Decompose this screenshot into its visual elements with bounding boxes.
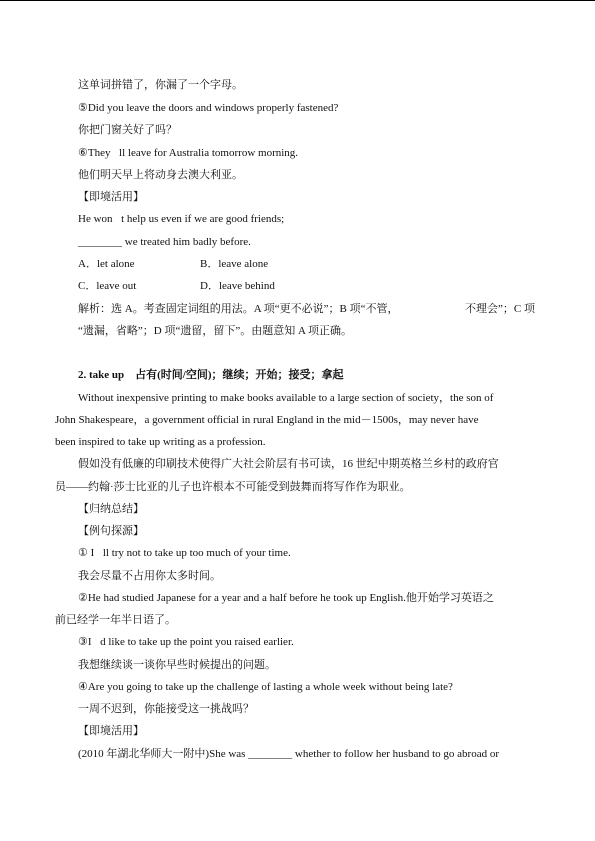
text-line: 一周不迟到，你能接受这一挑战吗？ bbox=[78, 703, 254, 715]
section-heading: 2. take up 占有(时间/空间)；继续；开始；接受；拿起 bbox=[78, 369, 344, 381]
option-d: D．leave behind bbox=[200, 280, 275, 292]
text-line: 前已经学一年半日语了。 bbox=[55, 614, 176, 626]
translation-line: 员——约翰·莎士比亚的儿子也许根本不可能受到鼓舞而将写作作为职业。 bbox=[55, 481, 411, 493]
section-label: 【归纳总结】 bbox=[78, 503, 144, 515]
text-line: 他们明天早上将动身去澳大利亚。 bbox=[78, 169, 243, 181]
translation-line: 假如没有低廉的印刷技术使得广大社会阶层有书可读，16 世纪中期英格兰乡村的政府官 bbox=[78, 458, 499, 470]
example-sentence: ③I d like to take up the point you raised earlier. bbox=[78, 636, 294, 648]
section-label: 【即境活用】 bbox=[78, 191, 144, 203]
paragraph-line: been inspired to take up writing as a profession. bbox=[55, 436, 266, 448]
example-sentence: ②He had studied Japanese for a year and a half before he took up English.他开始学习英语之 bbox=[78, 592, 494, 604]
option-c: C．leave out bbox=[78, 280, 137, 292]
option-a: A．let alone bbox=[78, 258, 135, 270]
option-b: B．leave alone bbox=[200, 258, 269, 270]
exercise-question: ________ we treated him badly before. bbox=[78, 236, 251, 248]
example-sentence: ⑥They ll leave for Australia tomorrow morning. bbox=[78, 147, 299, 159]
example-sentence: ① I ll try not to take up too much of your time. bbox=[78, 547, 291, 559]
text-line: 我想继续谈一谈你早些时候提出的问题。 bbox=[78, 659, 276, 671]
text-line: 这单词拼错了，你漏了一个字母。 bbox=[78, 79, 243, 91]
text-line: 你把门窗关好了吗？ bbox=[78, 124, 177, 136]
exercise-question: He won t help us even if we are good friends; bbox=[78, 213, 285, 225]
paragraph-line: John Shakespeare，a government official in rural England in the mid－1500s，may never have bbox=[55, 414, 479, 426]
answer-explanation: 解析：选 A。考查固定词组的用法。A 项“更不必说”；B 项“不管， bbox=[78, 303, 399, 315]
section-label: 【即境活用】 bbox=[78, 725, 144, 737]
exercise-question: (2010 年湖北华师大一附中)She was ________ whether to follow her husband to go abroad or bbox=[78, 748, 499, 760]
example-sentence: ④Are you going to take up the challenge of lasting a whole week without being late? bbox=[78, 681, 453, 693]
section-label: 【例句探源】 bbox=[78, 525, 144, 537]
answer-explanation: “遗漏，省略”；D 项“遗留，留下”。由题意知 A 项正确。 bbox=[78, 325, 353, 337]
example-sentence: ⑤Did you leave the doors and windows properly fastened? bbox=[78, 102, 339, 114]
paragraph-line: Without inexpensive printing to make books available to a large section of society，the son of bbox=[78, 392, 494, 404]
text-line: 我会尽量不占用你太多时间。 bbox=[78, 570, 221, 582]
answer-explanation: 不理会”；C 项 bbox=[465, 303, 535, 315]
